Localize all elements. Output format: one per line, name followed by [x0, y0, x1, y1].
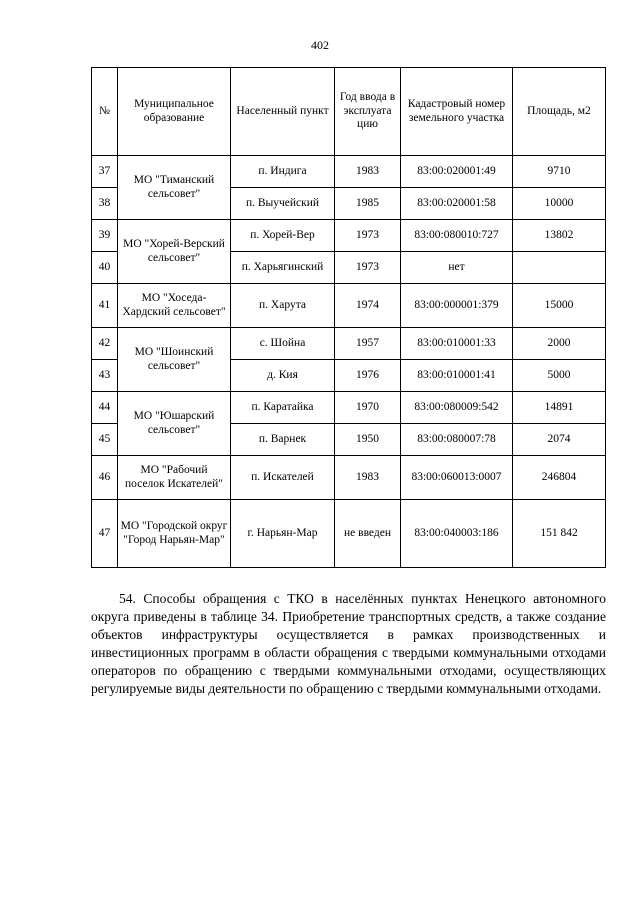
row-number: 46 [92, 456, 118, 500]
year-cell: не введен [335, 500, 401, 568]
municipality-cell: МО "Рабочий поселок Искателей" [118, 456, 231, 500]
cadastral-cell: 83:00:020001:58 [401, 188, 513, 220]
area-cell: 5000 [513, 360, 606, 392]
year-cell: 1983 [335, 156, 401, 188]
municipality-cell: МО "Юшарский сельсовет" [118, 392, 231, 456]
settlement-cell: п. Варнек [231, 424, 335, 456]
area-cell: 9710 [513, 156, 606, 188]
cadastral-cell: 83:00:060013:0007 [401, 456, 513, 500]
row-number: 40 [92, 252, 118, 284]
cadastral-cell: 83:00:080007:78 [401, 424, 513, 456]
row-number: 43 [92, 360, 118, 392]
header-number: № [92, 68, 118, 156]
table-row [92, 284, 606, 328]
area-cell: 246804 [513, 456, 606, 500]
year-cell: 1950 [335, 424, 401, 456]
year-cell: 1957 [335, 328, 401, 360]
paragraph-54: 54. Способы обращения с ТКО в населённых пунктах Ненецкого автономного округа приведены в таблице 34. Приобретение транспортных средств, а также создание объектов инфраструктуры осуществляется в рамках производственных и инвестиционных программ в области обращения с твердыми коммунальными отходами операторов по обращению с твердыми коммунальными отходами, осуществляющих регулируемые виды деятельности по обращению с твердыми коммунальными отходами. [91, 591, 606, 696]
settlement-cell: п. Выучейский [231, 188, 335, 220]
cadastral-cell: 83:00:010001:33 [401, 328, 513, 360]
cadastral-cell: 83:00:010001:41 [401, 360, 513, 392]
header-settlement: Населенный пункт [231, 68, 335, 156]
table-body [92, 156, 606, 568]
year-cell: 1985 [335, 188, 401, 220]
cadastral-cell: 83:00:000001:379 [401, 284, 513, 328]
row-number: 39 [92, 220, 118, 252]
settlement-cell: п. Индига [231, 156, 335, 188]
row-number: 38 [92, 188, 118, 220]
header-cadastral: Кадастровый номер земельного участка [401, 68, 513, 156]
settlement-cell: с. Шойна [231, 328, 335, 360]
area-cell: 10000 [513, 188, 606, 220]
municipality-cell: МО "Городской округ "Город Нарьян-Мар" [118, 500, 231, 568]
municipality-cell: МО "Хоседа-Хардский сельсовет" [118, 284, 231, 328]
year-cell: 1983 [335, 456, 401, 500]
body-text [91, 590, 606, 698]
settlement-cell: п. Искателей [231, 456, 335, 500]
page-number: 402 [311, 38, 329, 52]
landfill-table [91, 67, 606, 568]
year-cell: 1970 [335, 392, 401, 424]
area-cell: 14891 [513, 392, 606, 424]
area-cell: 2000 [513, 328, 606, 360]
row-number: 45 [92, 424, 118, 456]
table-row [92, 392, 606, 424]
municipality-cell: МО "Хорей-Верский сельсовет" [118, 220, 231, 284]
settlement-cell: п. Каратайка [231, 392, 335, 424]
settlement-cell: п. Харьягинский [231, 252, 335, 284]
row-number: 44 [92, 392, 118, 424]
area-cell: 2074 [513, 424, 606, 456]
settlement-cell: п. Харута [231, 284, 335, 328]
year-cell: 1973 [335, 252, 401, 284]
area-cell: 15000 [513, 284, 606, 328]
cadastral-cell: нет [401, 252, 513, 284]
municipality-cell: МО "Тиманский сельсовет" [118, 156, 231, 220]
table-row [92, 456, 606, 500]
year-cell: 1974 [335, 284, 401, 328]
cadastral-cell: 83:00:040003:186 [401, 500, 513, 568]
settlement-cell: д. Кия [231, 360, 335, 392]
row-number: 42 [92, 328, 118, 360]
cadastral-cell: 83:00:080009:542 [401, 392, 513, 424]
table-row [92, 156, 606, 188]
year-cell: 1976 [335, 360, 401, 392]
row-number: 41 [92, 284, 118, 328]
row-number: 37 [92, 156, 118, 188]
area-cell [513, 252, 606, 284]
area-cell: 13802 [513, 220, 606, 252]
header-year: Год ввода в эксплуата цию [335, 68, 401, 156]
row-number: 47 [92, 500, 118, 568]
settlement-cell: г. Нарьян-Мар [231, 500, 335, 568]
table-row [92, 328, 606, 360]
settlement-cell: п. Хорей-Вер [231, 220, 335, 252]
header-area: Площадь, м2 [513, 68, 606, 156]
table-row [92, 220, 606, 252]
table-header-row [92, 68, 606, 156]
municipality-cell: МО "Шоинский сельсовет" [118, 328, 231, 392]
cadastral-cell: 83:00:020001:49 [401, 156, 513, 188]
table-row [92, 500, 606, 568]
header-municipality: Муниципальное образование [118, 68, 231, 156]
year-cell: 1973 [335, 220, 401, 252]
cadastral-cell: 83:00:080010:727 [401, 220, 513, 252]
area-cell: 151 842 [513, 500, 606, 568]
